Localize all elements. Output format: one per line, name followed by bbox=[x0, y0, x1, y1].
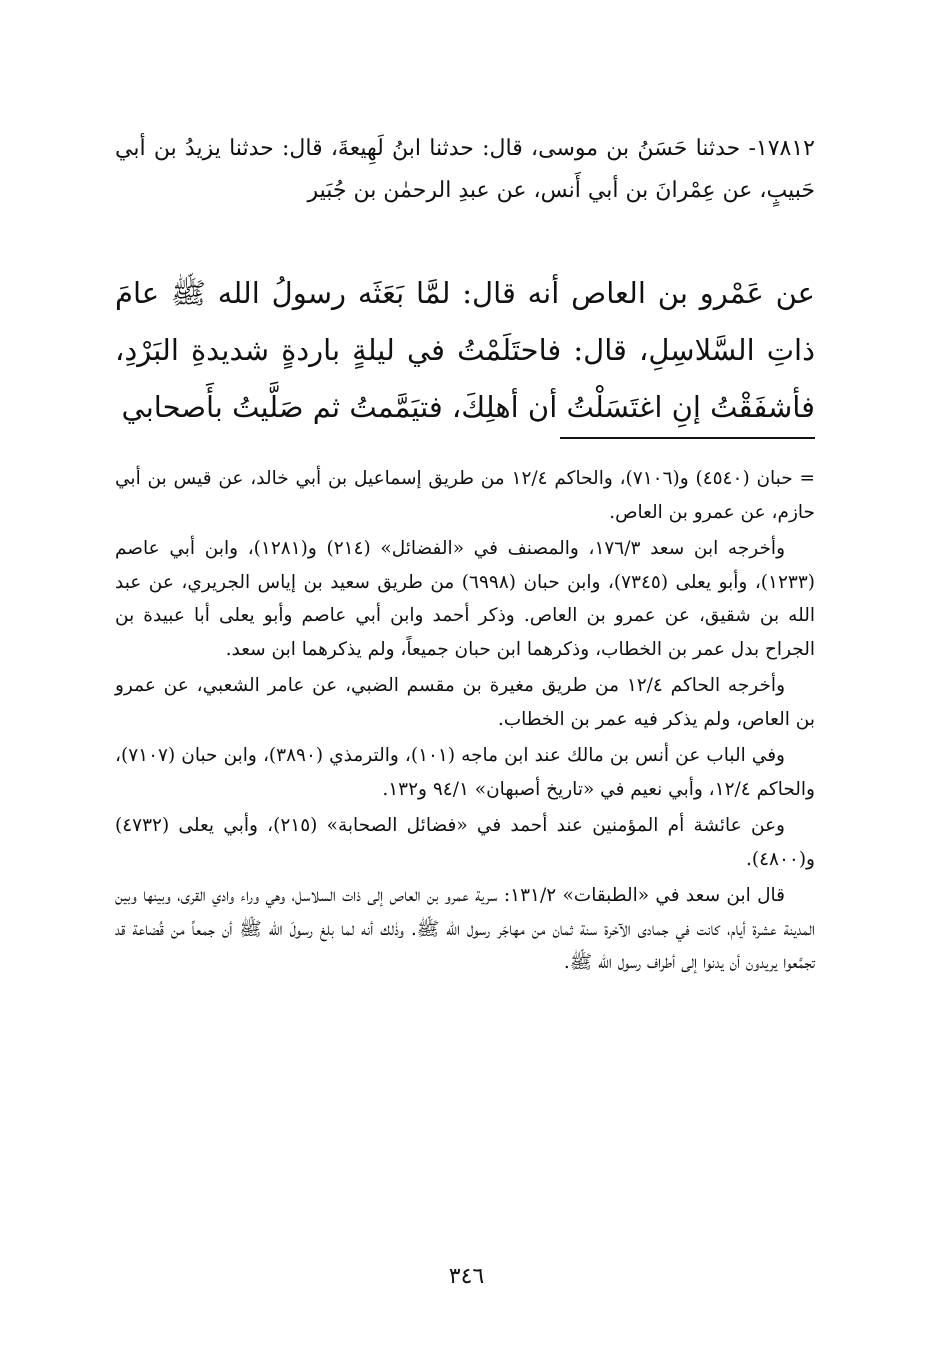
footnote-paragraph-6: قال ابن سعد في «الطبقات» ١٣١/٢: سرية عمرو بن العاص إلى ذات السلاسل، وهي وراء وادي القرى، وبينها وبين المدينة عشرة أيام، كانت في جمادى الآخرة سنة ثمان من مهاجَر رسول الله ﷺ. وذٰلك أنه لما بلغ رسولَ الله ﷺ أن جمعاً من قُضاعة قد تجمَّعوا يريدون أن يدنوا إلى أطراف رسول الله ﷺ. bbox=[115, 885, 815, 973]
footnote-separator bbox=[560, 437, 815, 439]
footnote-paragraph-1: = حبان (٤٥٤٠) و(٧١٠٦)، والحاكم ١٢/٤ من طريق إسماعيل بن أبي خالد، عن قيس بن أبي حازم، عن عمرو بن العاص. bbox=[115, 468, 815, 523]
hadith-matn: عن عَمْرو بن العاص أنه قال: لمَّا بَعَثَه رسولُ الله ﷺ عامَ ذاتِ السَّلاسِلِ، قال: فاحتَلَمْتُ في ليلةٍ باردةٍ شديدةِ البَرْدِ، فأشفَقْتُ إنِ اغتَسَلْتُ أن أهلِكَ، فتيَمَّمتُ ثم صَلَّيتُ بأَصحابي bbox=[115, 276, 815, 424]
footnote-paragraph-4: وفي الباب عن أنس بن مالك عند ابن ماجه (١٠١)، والترمذي (٣٨٩٠)، وابن حبان (٧١٠٧)، والحاكم ١٢/٤، وأبي نعيم في «تاريخ أصبهان» ٩٤/١ و١٣٢. bbox=[115, 745, 815, 800]
page-number: ٣٤٦ bbox=[448, 1264, 485, 1289]
footnote-paragraph-3: وأخرجه الحاكم ١٢/٤ من طريق مغيرة بن مقسم الضبي، عن عامر الشعبي، عن عمرو بن العاص، ولم يذكر فيه عمر بن الخطاب. bbox=[115, 675, 815, 730]
hadith-isnad: ١٧٨١٢- حدثنا حَسَنُ بن موسى، قال: حدثنا ابنُ لَهِيعةَ، قال: حدثنا يزيدُ بن أبي حَبيبٍ، عن عِمْرانَ بن أبي أَنس، عن عبدِ الرحمٰن بن جُبَير bbox=[115, 136, 815, 203]
footnote-paragraph-2: وأخرجه ابن سعد ١٧٦/٣، والمصنف في «الفضائل» (٢١٤) و(١٢٨١)، وابن أبي عاصم (١٢٣٣)، وأبو يعلى (٧٣٤٥)، وابن حبان (٦٩٩٨) من طريق سعيد بن إياس الجريري، عن عبد الله بن شقيق، عن عمرو بن العاص. وذكر أحمد وابن أبي عاصم وأبو يعلى أبا عبيدة بن الجراح بدل عمر بن الخطاب، وذكرهما ابن حبان جميعاً، ولم يذكرهما ابن سعد. bbox=[115, 538, 815, 660]
footnotes bbox=[115, 462, 815, 983]
footnote-paragraph-5: وعن عائشة أم المؤمنين عند أحمد في «فضائل الصحابة» (٢١٥)، وأبي يعلى (٤٧٣٢) و(٤٨٠٠). bbox=[115, 815, 815, 870]
